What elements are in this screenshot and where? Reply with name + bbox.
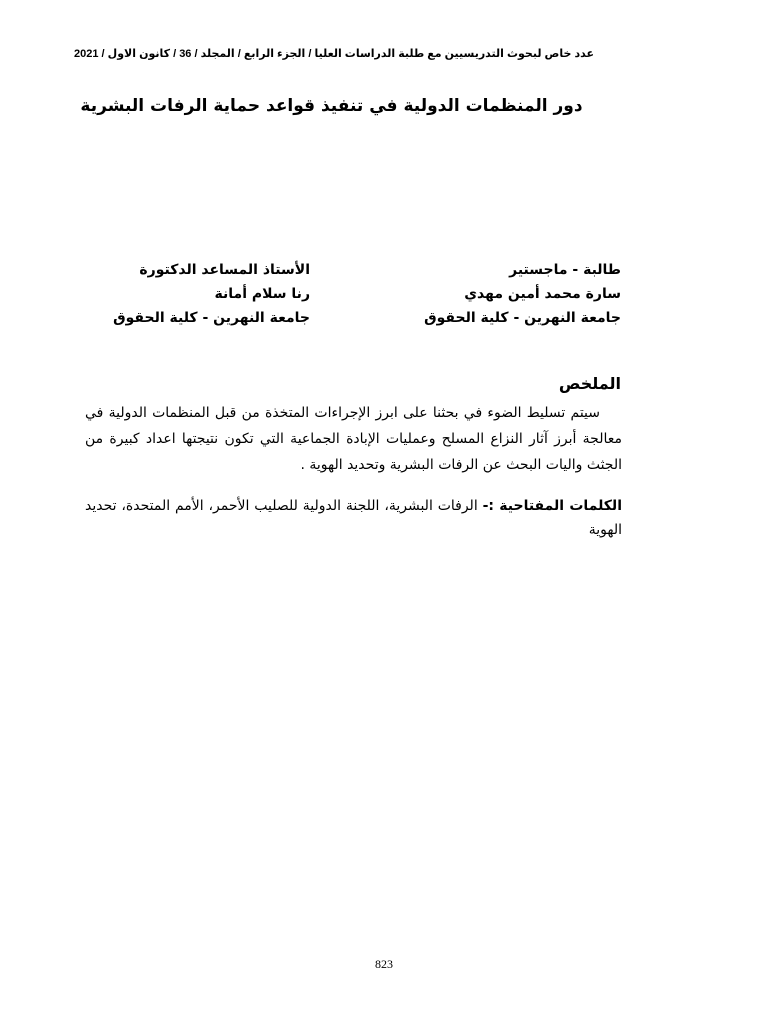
student-name: سارة محمد أمين مهدي [464,286,621,302]
journal-header: عدد خاص لبحوث التدريسيين مع طلبة الدراسات العليا / الجزء الرابع / المجلد / 36 / كانون الاول / 2021 [74,48,594,60]
paper-title: دور المنظمات الدولية في تنفيذ قواعد حماية الرفات البشرية [80,96,583,116]
author-student [321,258,621,330]
keywords-text: الرفات البشرية، اللجنة الدولية للصليب الأحمر، الأمم المتحدة، تحديد الهوية [85,498,622,538]
author-supervisor [10,258,310,330]
abstract-heading: الملخص [558,374,621,393]
student-role: طالبة - ماجستير [509,262,621,278]
supervisor-affiliation: جامعة النهرين - كلية الحقوق [113,310,310,326]
supervisor-name: رنا سلام أمانة [214,286,310,302]
keywords-label: الكلمات المفتاحية :- [482,498,622,514]
abstract-text: سيتم تسليط الضوء في بحثنا على ابرز الإجراءات المتخذة من قبل المنظمات الدولية في معالجة أبرز آثار النزاع المسلح وعمليات الإبادة الجماعية التي تكون نتيجتها اعداد كبيرة من الجثث واليات البحث عن الرفات البشرية وتحديد الهوية . [85,405,622,473]
keywords-paragraph [85,494,622,542]
student-affiliation: جامعة النهرين - كلية الحقوق [424,310,621,326]
supervisor-role: الأستاذ المساعد الدكتورة [139,262,310,278]
page-number: 823 [375,957,393,971]
